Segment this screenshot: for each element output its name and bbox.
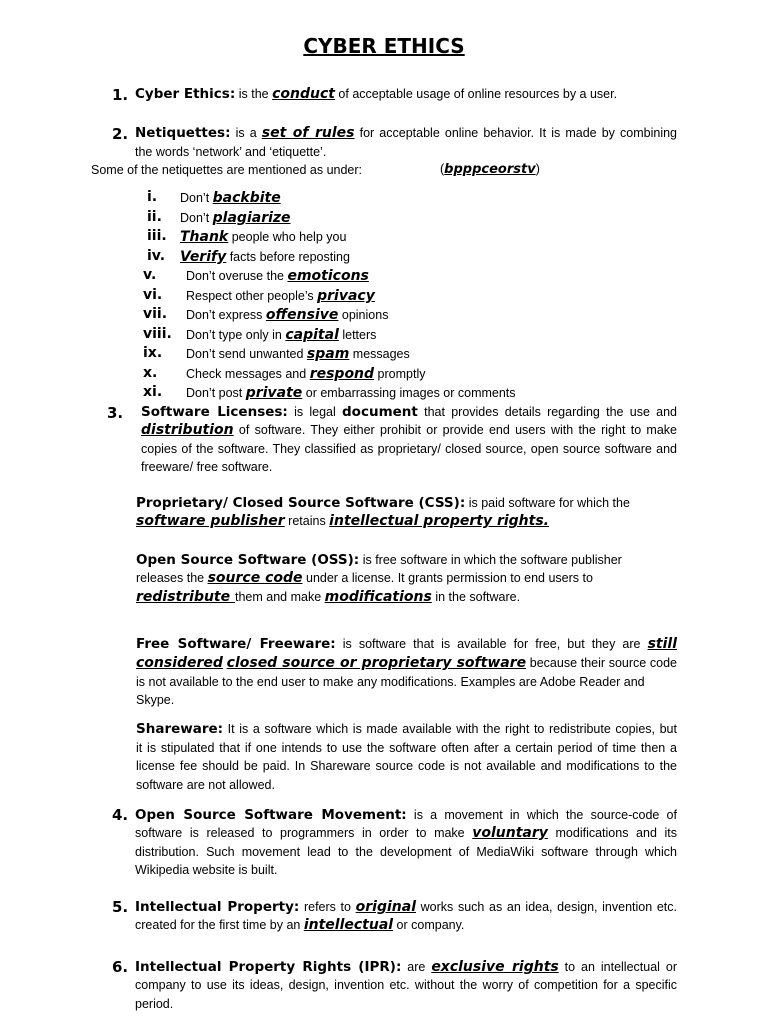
netiquette-item-text: people who help you: [228, 230, 347, 244]
text: retains: [284, 514, 330, 528]
text: is paid software for which the: [465, 496, 630, 510]
netiquette-item-text: Don’t overuse the: [186, 269, 288, 283]
section-4-heading: Open Source Software Movement:: [135, 807, 407, 823]
section-5-number: 5.: [112, 898, 129, 916]
section-4-line-4: Wikipedia website is built.: [135, 863, 278, 877]
text: software is released to programmers in order to make: [135, 826, 473, 840]
netiquette-item-number: ix.: [143, 345, 163, 361]
page-title: CYBER ETHICS: [303, 34, 465, 58]
netiquette-item-number: x.: [143, 365, 158, 381]
netiquette-item-text: Don’t: [180, 211, 213, 225]
text: ): [535, 162, 540, 176]
text: of acceptable usage of online resources by a user.: [334, 87, 618, 101]
text: is free software in which the software publisher: [359, 553, 622, 567]
keyword: original: [355, 899, 416, 915]
netiquette-item-text: Don’t express: [186, 308, 266, 322]
section-4-line-3: distribution. Such movement lead to the development of MediaWiki software through which: [135, 845, 677, 859]
text: because their source code: [526, 656, 678, 670]
netiquette-item: [186, 307, 388, 323]
text: under a license. It grants permission to end users to: [302, 571, 593, 585]
section-2-line-1: [135, 124, 677, 143]
text: that provides details regarding the use and: [417, 405, 678, 419]
netiquette-item: [180, 249, 350, 265]
section-1-heading: Cyber Ethics:: [135, 86, 236, 102]
section-3-line-1: [141, 403, 677, 422]
shareware-line-4: software are not allowed.: [136, 778, 275, 792]
netiquette-item: [186, 327, 376, 343]
keyword: voluntary: [472, 825, 548, 841]
keyword: exclusive rights: [431, 959, 559, 975]
oss-line-1: [136, 551, 622, 570]
netiquette-item-number: vii.: [143, 306, 168, 322]
keyword: software publisher: [136, 513, 285, 529]
oss-line-2: [136, 569, 593, 588]
netiquette-keyword: emoticons: [287, 268, 369, 284]
text: them and make: [235, 590, 325, 604]
netiquette-keyword: Verify: [180, 249, 227, 265]
netiquette-item-text: Don’t post: [186, 386, 246, 400]
netiquette-item-text: Don’t: [180, 191, 213, 205]
netiquette-item: [186, 268, 369, 284]
text: is legal: [287, 405, 343, 419]
netiquette-item: [180, 190, 281, 206]
netiquette-item-text: Respect other people’s: [186, 289, 318, 303]
text: releases the: [136, 571, 208, 585]
netiquette-item: [180, 210, 291, 226]
netiquette-keyword: plagiarize: [212, 210, 291, 226]
freeware-line-4: Skype.: [136, 693, 175, 707]
section-3-number: 3.: [107, 404, 124, 422]
netiquette-item-text: opinions: [338, 308, 389, 322]
netiquette-item-text: letters: [338, 328, 377, 342]
netiquette-item-text: Check messages and: [186, 367, 310, 381]
section-5-line-1: [135, 898, 677, 917]
netiquette-keyword: respond: [309, 366, 375, 382]
section-1-number: 1.: [112, 86, 129, 104]
section-6-line-2: company to use its ideas, design, invention etc. without the worry of competition for a specific: [135, 978, 677, 992]
freeware-line-3: is not available to the end user to make any modifications. Examples are Adobe Reader and: [136, 675, 645, 689]
text: (: [440, 162, 445, 176]
netiquettes-intro: Some of the netiquettes are mentioned as under:: [91, 163, 363, 177]
section-3-line-3: copies of the software. They classified as proprietary/ closed source, open source software and: [141, 442, 677, 456]
text: is a: [230, 126, 262, 140]
keyword: distribution: [141, 422, 234, 438]
shareware-line-2: it is stipulated that if one intends to use the software often after a certain period of time then a: [136, 741, 677, 755]
netiquette-item-text: messages: [349, 347, 410, 361]
netiquette-item-text: Don’t type only in: [186, 328, 286, 342]
netiquette-item: [180, 229, 346, 245]
section-6-number: 6.: [112, 958, 129, 976]
netiquette-item: [186, 346, 410, 362]
section-6-heading: Intellectual Property Rights (IPR):: [135, 959, 402, 975]
netiquette-item: [186, 366, 425, 382]
netiquette-item-number: viii.: [143, 326, 172, 342]
keyword: source code: [207, 570, 303, 586]
netiquette-item-text: promptly: [374, 367, 426, 381]
keyword: still: [647, 636, 677, 652]
netiquette-keyword: Thank: [180, 229, 229, 245]
text: for acceptable online behavior. It is made by combining: [354, 126, 677, 140]
keyword: redistribute: [136, 589, 235, 605]
section-3-line-4: freeware/ free software.: [141, 460, 273, 474]
section-1-text: [135, 85, 617, 104]
netiquette-keyword: private: [245, 385, 303, 401]
section-5-line-2: [135, 916, 464, 935]
section-6-line-1: [135, 958, 677, 977]
keyword: intellectual: [303, 917, 394, 933]
css-heading: Proprietary/ Closed Source Software (CSS):: [136, 495, 466, 511]
oss-line-3: [136, 588, 520, 607]
section-2-number: 2.: [112, 125, 129, 143]
text: is the: [235, 87, 273, 101]
text: is a movement in which the source-code of: [406, 808, 677, 822]
css-line-2: [136, 512, 549, 531]
text: modifications and its: [547, 826, 678, 840]
section-4-line-1: [135, 806, 677, 825]
section-3-heading: Software Licenses:: [141, 404, 288, 420]
netiquette-keyword: spam: [306, 346, 350, 362]
netiquette-item: [186, 288, 375, 304]
text: are: [401, 960, 432, 974]
oss-heading: Open Source Software (OSS):: [136, 552, 360, 568]
section-3-line-2: [141, 421, 677, 440]
section-4-number: 4.: [112, 806, 129, 824]
text: to an intellectual or: [558, 960, 677, 974]
netiquette-item-text: or embarrassing images or comments: [302, 386, 516, 400]
css-line-1: [136, 494, 630, 513]
text: works such as an idea, design, invention etc.: [416, 900, 677, 914]
netiquette-keyword: capital: [285, 327, 339, 343]
text: is software that is available for free, but they are: [335, 637, 648, 651]
keyword: modifications: [324, 589, 432, 605]
section-2-heading: Netiquettes:: [135, 125, 231, 141]
text: of software. They either prohibit or provide end users with the right to make: [233, 423, 677, 437]
netiquette-keyword: offensive: [265, 307, 339, 323]
keyword-bold: document: [342, 404, 418, 420]
netiquette-item-number: ii.: [147, 209, 162, 225]
freeware-heading: Free Software/ Freeware:: [136, 636, 336, 652]
shareware-line-3: license fee should be paid. In Shareware source code is not available and modifications to the: [136, 759, 677, 773]
mnemonic: [440, 160, 540, 180]
freeware-line-2: [136, 654, 677, 673]
keyword: intellectual property rights.: [329, 513, 549, 529]
netiquette-item-number: xi.: [143, 384, 163, 400]
section-2-line-2: the words ‘network’ and ‘etiquette’.: [135, 145, 327, 159]
freeware-line-1: [136, 635, 677, 654]
keyword: bpppceorstv: [444, 162, 536, 177]
netiquette-item-number: i.: [147, 189, 158, 205]
keyword: set of rules: [261, 125, 355, 141]
text: in the software.: [431, 590, 521, 604]
netiquette-item-text: facts before reposting: [226, 250, 350, 264]
text: or company.: [393, 918, 465, 932]
keyword: closed source or proprietary software: [226, 655, 527, 671]
keyword: considered: [136, 655, 223, 671]
netiquette-item: [186, 385, 516, 401]
shareware-heading: Shareware:: [136, 721, 224, 737]
text: refers to: [299, 900, 356, 914]
netiquette-item-number: iv.: [147, 248, 166, 264]
text: It is a software which is made available with the right to redistribute copies, but: [223, 722, 677, 736]
netiquette-item-text: Don’t send unwanted: [186, 347, 307, 361]
section-5-heading: Intellectual Property:: [135, 899, 300, 915]
netiquette-item-number: iii.: [147, 228, 167, 244]
netiquette-keyword: backbite: [212, 190, 281, 206]
netiquette-keyword: privacy: [317, 288, 375, 304]
keyword: conduct: [272, 86, 335, 102]
section-6-line-3: period.: [135, 997, 174, 1011]
text: created for the first time by an: [135, 918, 304, 932]
netiquette-item-number: vi.: [143, 287, 163, 303]
shareware-line-1: [136, 720, 677, 739]
section-4-line-2: [135, 824, 677, 843]
netiquette-item-number: v.: [143, 267, 157, 283]
